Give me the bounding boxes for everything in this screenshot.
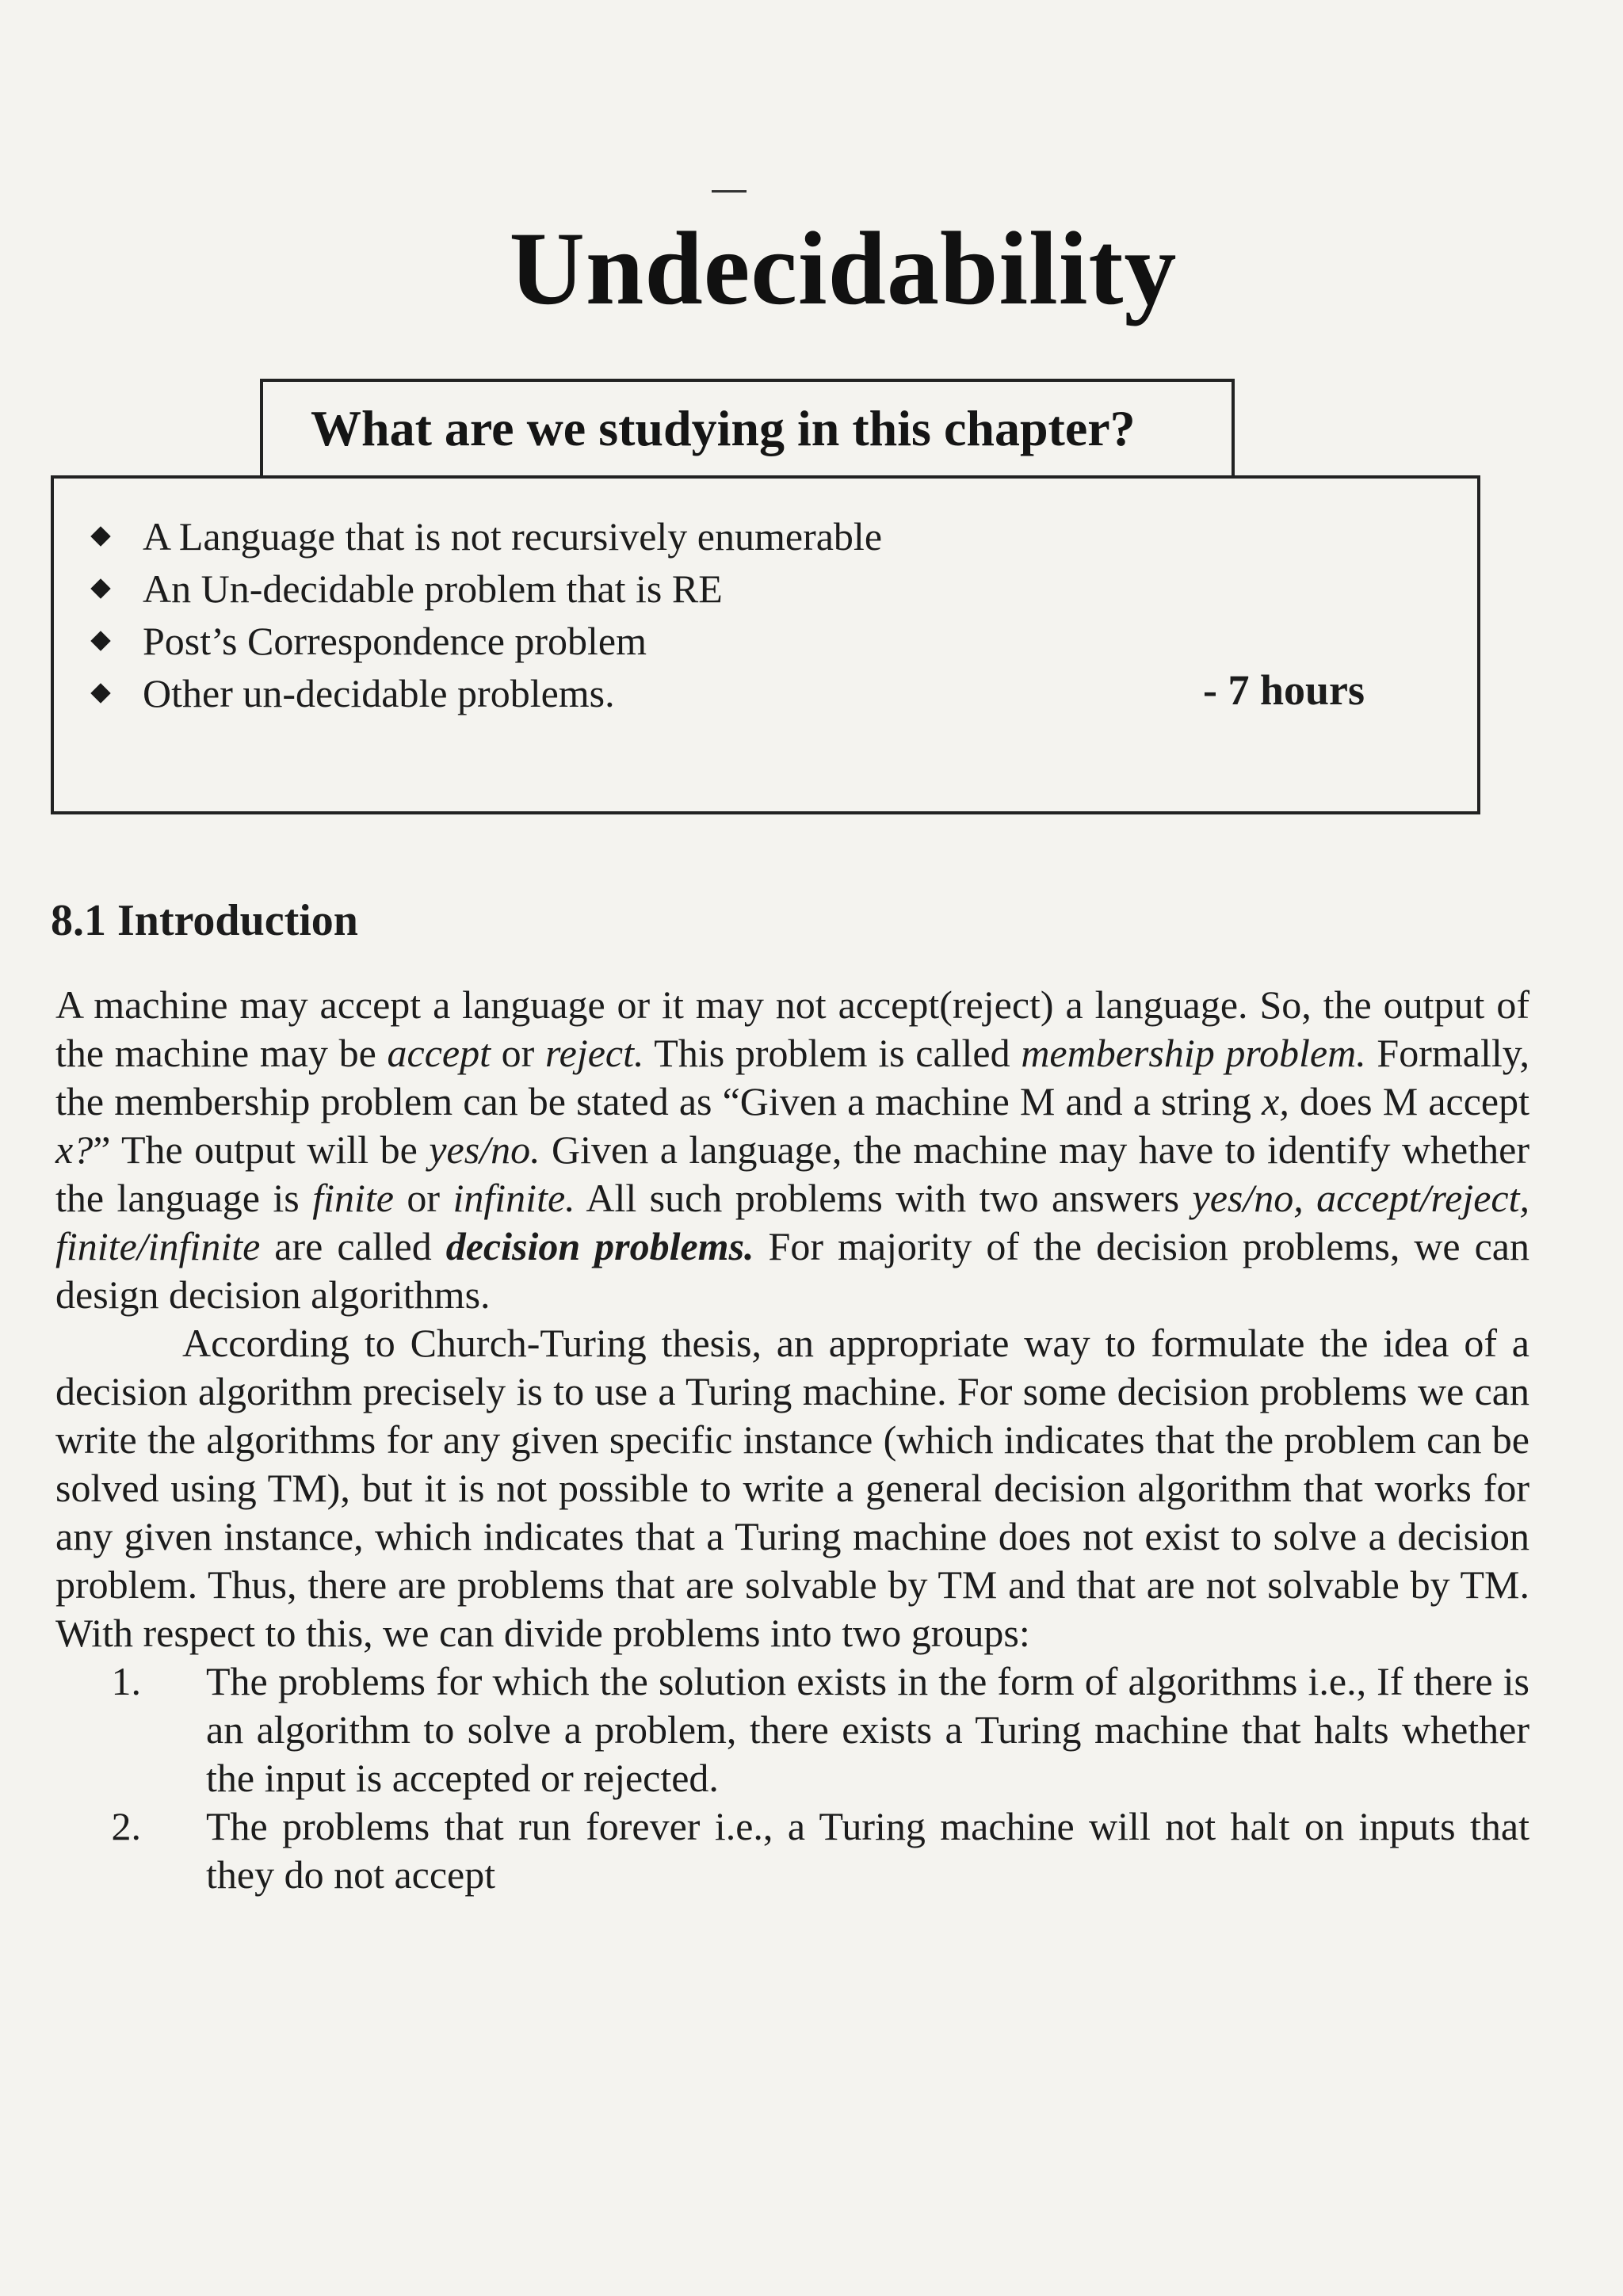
section-body (55, 981, 1529, 1899)
numbered-list (55, 1657, 1529, 1899)
topic-item: An Un-decidable problem that is RE (78, 563, 882, 615)
section-heading: 8.1 Introduction (51, 896, 358, 945)
chapter-title: Undecidability (509, 210, 1178, 326)
topic-item: Post’s Correspondence problem (78, 615, 882, 667)
topic-list (78, 510, 882, 719)
study-box-heading: What are we studying in this chapter? (311, 400, 1136, 456)
study-box (51, 475, 1480, 814)
paragraph-1: A machine may accept a language or it may not accept(reject) a language. So, the output of the machine may be accept or reject. This problem is called membership problem. Formally, the membership problem can be stated as “Given a machine M and a string x, does M accept x?” The output will be yes/no. Given a language, the machine may have to identify whether the language is finite or infinite. All such problems with two answers yes/no, accept/reject, finite/infinite are called decision problems. For majority of the decision problems, we can design decision algorithms. (55, 982, 1530, 1317)
diamond-bullet-icon (90, 578, 110, 598)
topic-item: Other un-decidable problems. (78, 667, 882, 719)
list-item: 1. The problems for which the solution exists in the form of algorithms i.e., If there is an algorithm to solve a problem, there exists a Turing machine that halts whether the input is accepted or rejected. (111, 1659, 1529, 1800)
study-box-tab (260, 379, 1235, 477)
paragraph-2: According to Church-Turing thesis, an appropriate way to formulate the idea of a decision algorithm precisely is to use a Turing machine. For some decision problems we can write the algorithms for any given specific instance (which indicates that the problem can be solved using TM), but it is not possible to write a general decision algorithm that works for any given instance, which indicates that a Turing machine does not exist to solve a decision problem. Thus, there are problems that are solvable by TM and that are not solvable by TM. With respect to this, we can divide problems into two groups: (55, 1321, 1529, 1655)
topic-item: A Language that is not recursively enumerable (78, 510, 882, 563)
diamond-bullet-icon (90, 526, 110, 546)
diamond-bullet-icon (90, 683, 110, 703)
list-item: 2. The problems that run forever i.e., a Turing machine will not halt on inputs that they do not accept (111, 1804, 1529, 1897)
duration-label: - 7 hours (1202, 666, 1365, 714)
diamond-bullet-icon (90, 631, 110, 650)
title-dash (712, 190, 747, 193)
